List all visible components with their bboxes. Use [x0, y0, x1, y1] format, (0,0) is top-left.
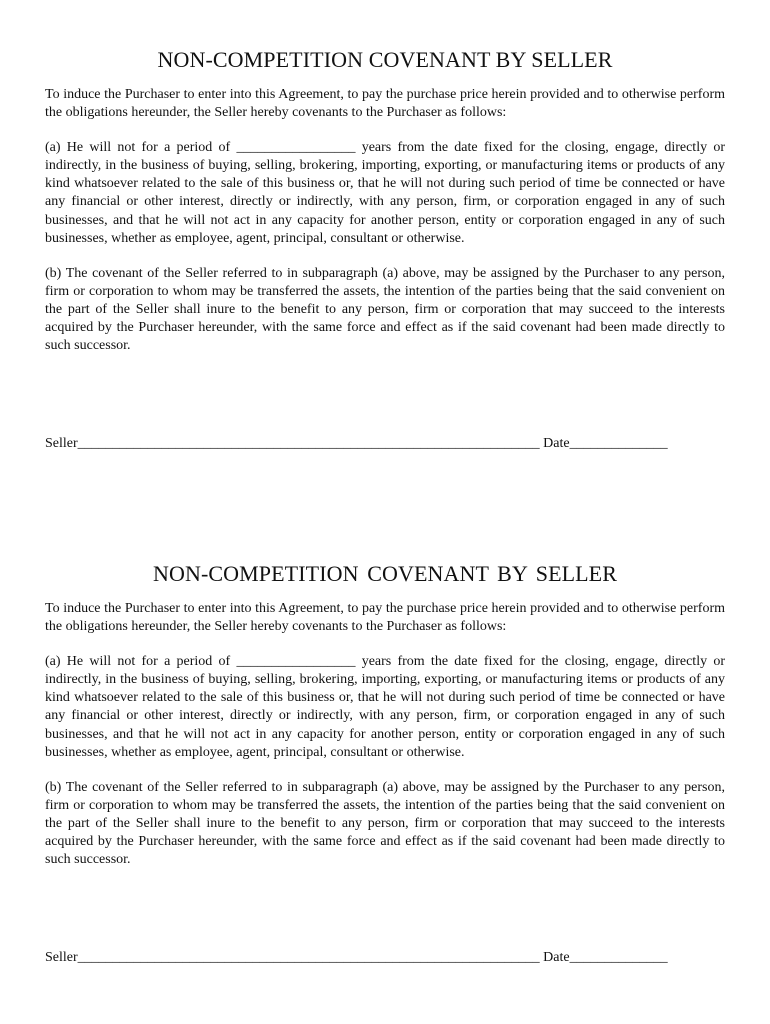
covenant-section-2	[45, 560, 725, 965]
covenant-title: NON-COMPETITION COVENANT BY SELLER	[157, 47, 613, 72]
covenant-title: NON-COMPETITION COVENANT BY SELLER	[153, 561, 617, 586]
seller-signature-line: Seller__________________________________________________________________ Date______________	[45, 950, 668, 965]
seller-signature-line: Seller__________________________________________________________________ Date______________	[45, 436, 668, 451]
paragraph-a: (a) He will not for a period of _________________ years from the date fixed for the closing, engage, directly or indirectly, in the business of buying, selling, brokering, importing, exporting, or manufacturing items or products of any kind whatsoever related to the sale of this business or, that he will not during such period of time be connected or have any financial or other interest, directly or indirectly, with any person, firm, or corporation engaged in any of such businesses, and that he will not act in any capacity for another person, entity or corporation engaged in any of such businesses, whether as employee, agent, principal, consultant or otherwise.	[45, 654, 725, 760]
paragraph-a: (a) He will not for a period of _________________ years from the date fixed for the closing, engage, directly or indirectly, in the business of buying, selling, brokering, importing, exporting, or manufacturing items or products of any kind whatsoever related to the sale of this business or, that he will not during such period of time be connected or have any financial or other interest, directly or indirectly, with any person, firm, or corporation engaged in any of such businesses, and that he will not act in any capacity for another person, entity or corporation engaged in any of such businesses, whether as employee, agent, principal, consultant or otherwise.	[45, 140, 725, 246]
covenant-section-1	[45, 46, 725, 451]
intro-paragraph: To induce the Purchaser to enter into this Agreement, to pay the purchase price herein provided and to otherwise perform the obligations hereunder, the Seller hereby covenants to the Purchaser as follows:	[45, 601, 725, 635]
paragraph-b: (b) The covenant of the Seller referred to in subparagraph (a) above, may be assigned by the Purchaser to any person, firm or corporation to whom may be transferred the assets, the intention of the parties being that the said convenient on the part of the Seller shall inure to the benefit to any person, firm or corporation that may succeed to the interests acquired by the Purchaser hereunder, with the same force and effect as if the said covenant had been made directly to such successor.	[45, 265, 725, 354]
intro-paragraph: To induce the Purchaser to enter into this Agreement, to pay the purchase price herein provided and to otherwise perform the obligations hereunder, the Seller hereby covenants to the Purchaser as follows:	[45, 87, 725, 121]
paragraph-b: (b) The covenant of the Seller referred to in subparagraph (a) above, may be assigned by the Purchaser to any person, firm or corporation to whom may be transferred the assets, the intention of the parties being that the said convenient on the part of the Seller shall inure to the benefit to any person, firm or corporation that may succeed to the interests acquired by the Purchaser hereunder, with the same force and effect as if the said covenant had been made directly to such successor.	[45, 779, 725, 868]
